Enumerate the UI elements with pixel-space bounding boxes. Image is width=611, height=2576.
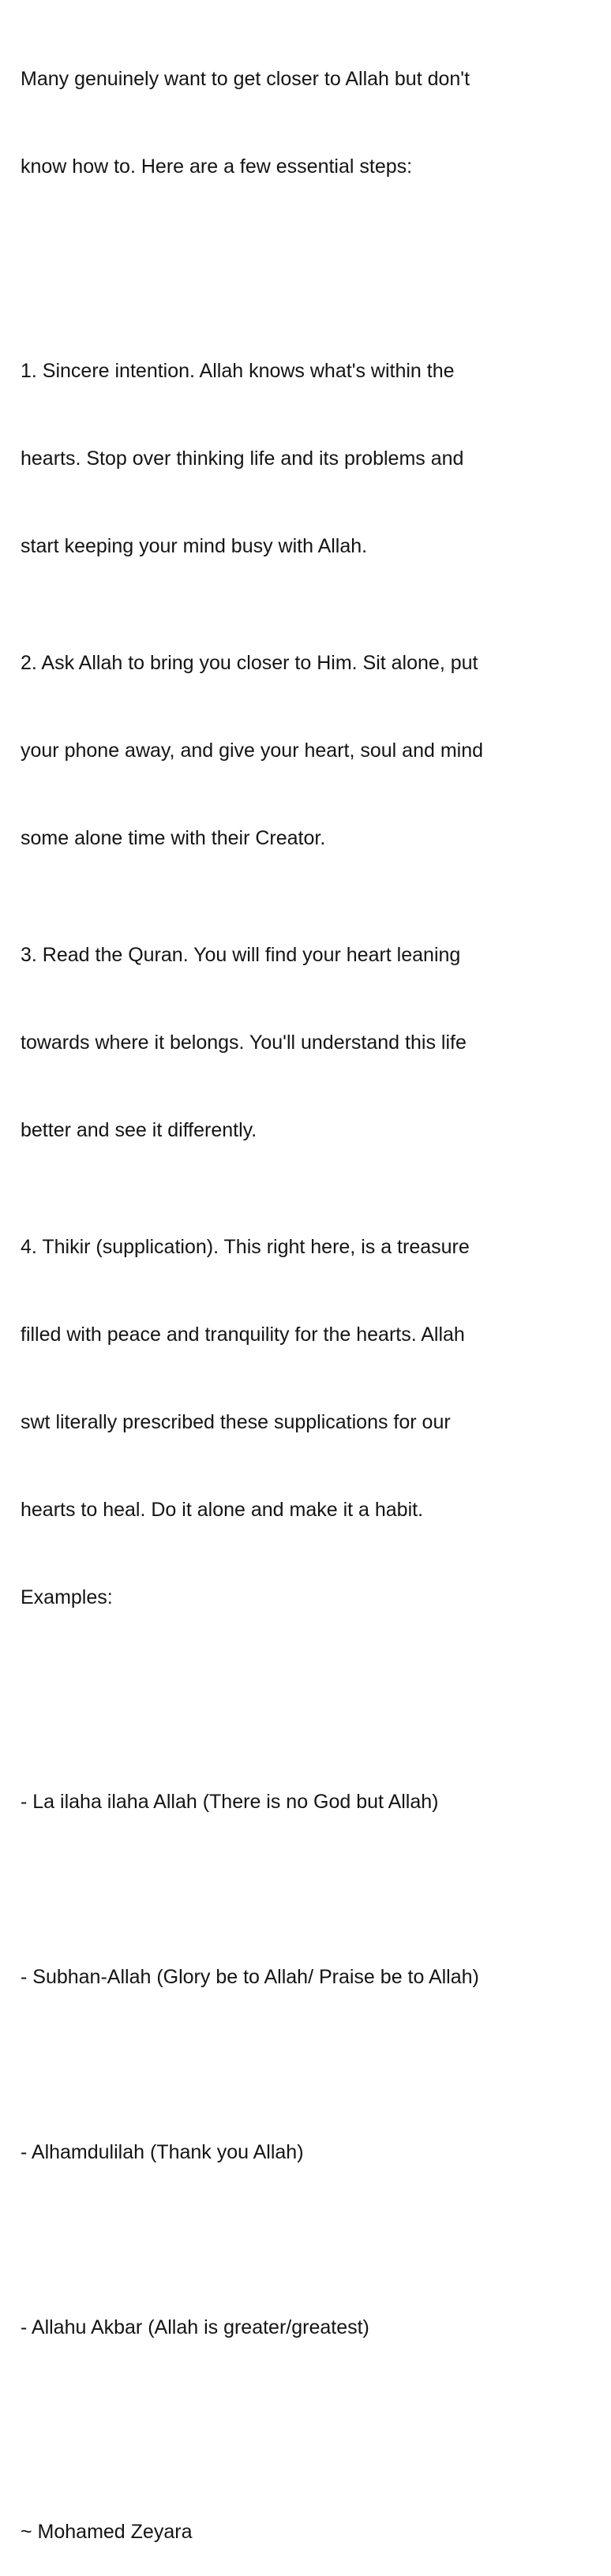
blank-line bbox=[21, 2401, 605, 2430]
blank-line bbox=[21, 2050, 605, 2080]
intro-line: know how to. Here are a few essential steps: bbox=[21, 155, 413, 178]
note-body bbox=[21, 6, 605, 2576]
step-4-line: filled with peace and tranquility for the hearts. Allah bbox=[21, 1324, 465, 1346]
step-2-line: 2. Ask Allah to bring you closer to Him. Sit alone, put bbox=[21, 652, 478, 674]
step-2-line: some alone time with their Creator. bbox=[21, 827, 326, 849]
step-1-line: start keeping your mind busy with Allah. bbox=[21, 535, 368, 557]
example-item: - Allahu Akbar (Allah is greater/greatest) bbox=[21, 2316, 369, 2338]
blank-line bbox=[21, 1875, 605, 1904]
step-3-line: 3. Read the Quran. You will find your heart leaning bbox=[21, 944, 461, 966]
blank-line bbox=[21, 2226, 605, 2255]
step-2-line: your phone away, and give your heart, soul and mind bbox=[21, 739, 484, 762]
blank-line bbox=[21, 240, 605, 269]
example-item: - Subhan-Allah (Glory be to Allah/ Praise be to Allah) bbox=[21, 1966, 479, 1988]
example-item: - Alhamdulilah (Thank you Allah) bbox=[21, 2141, 304, 2163]
step-4-line: hearts to heal. Do it alone and make it a habit. bbox=[21, 1499, 424, 1521]
step-3-line: towards where it belongs. You'll understand this life bbox=[21, 1032, 467, 1054]
step-1-line: 1. Sincere intention. Allah knows what's within the bbox=[21, 360, 455, 382]
step-4-line: swt literally prescribed these supplications for our bbox=[21, 1411, 451, 1433]
signature: ~ Mohamed Zeyara bbox=[21, 2521, 193, 2543]
step-1-line: hearts. Stop over thinking life and its problems and bbox=[21, 447, 464, 470]
step-4-line: Examples: bbox=[21, 1586, 113, 1608]
blank-line bbox=[21, 1671, 605, 1700]
step-4-line: 4. Thikir (supplication). This right here, is a treasure bbox=[21, 1236, 470, 1258]
example-item: - La ilaha ilaha Allah (There is no God but Allah) bbox=[21, 1791, 439, 1813]
intro-line: Many genuinely want to get closer to Allah but don't bbox=[21, 68, 470, 90]
step-3-line: better and see it differently. bbox=[21, 1119, 257, 1141]
